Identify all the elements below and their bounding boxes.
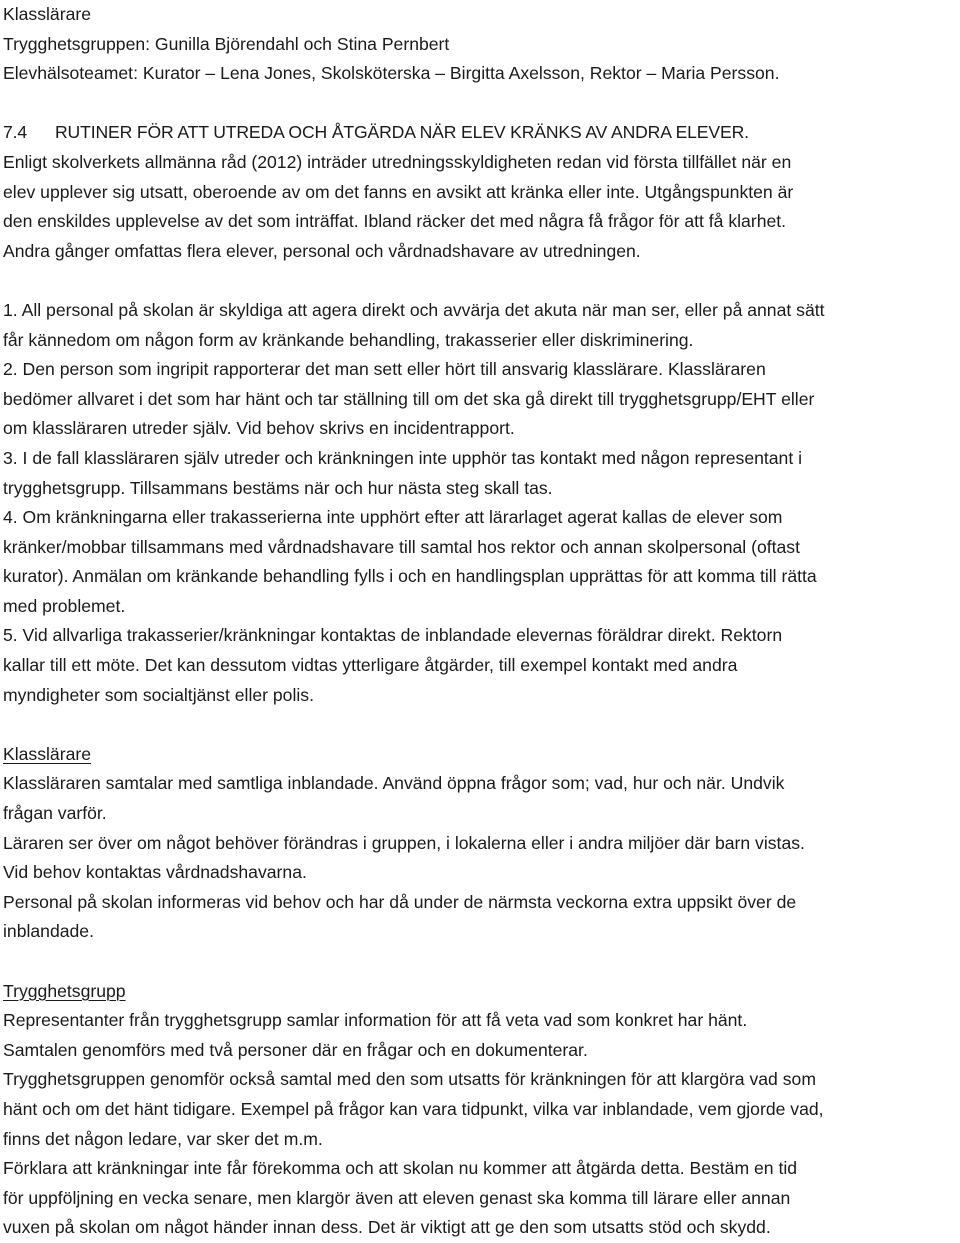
intro-line: Andra gånger omfattas flera elever, personal och vårdnadshavare av utredningen. xyxy=(3,240,641,261)
safety-group-line: Förklara att kränkningar inte får förekomma och att skolan nu kommer att åtgärda detta. Bestäm en tid xyxy=(3,1158,798,1179)
step-line: trygghetsgrupp. Tillsammans bestäms när och hur nästa steg skall tas. xyxy=(3,477,553,498)
teacher-line: Klassläraren samtalar med samtliga inblandade. Använd öppna frågor som; vad, hur och när. Undvik xyxy=(3,773,785,794)
step-line: om klassläraren utreder själv. Vid behov skrivs en incidentrapport. xyxy=(3,418,515,439)
intro-line: elev upplever sig utsatt, oberoende av om det fanns en avsikt att kränka eller inte. Utgångspunkten är xyxy=(3,181,794,202)
section-block xyxy=(3,118,954,266)
safety-group-heading: Trygghetsgrupp xyxy=(3,980,126,1001)
teacher-line: Läraren ser över om något behöver förändras i gruppen, i lokalerna eller i andra miljöer där barn vistas. xyxy=(3,832,805,853)
header-line: Klasslärare xyxy=(3,4,92,24)
steps-block xyxy=(3,296,954,710)
safety-group-line: vuxen på skolan om något händer innan dess. Det är viktigt att ge den som utsatts stöd och skydd. xyxy=(3,1217,771,1238)
safety-group-line: Representanter från trygghetsgrupp samlar information för att få veta vad som konkret har hänt. xyxy=(3,1010,748,1031)
header-block xyxy=(3,0,954,89)
step-line: kränker/mobbar tillsammans med vårdnadshavare till samtal hos rektor och annan skolpersonal (oftast xyxy=(3,536,800,557)
safety-group-line: Samtalen genomförs med två personer där en frågar och en dokumenterar. xyxy=(3,1039,588,1060)
teacher-heading: Klasslärare xyxy=(3,743,92,764)
header-line: Trygghetsgruppen: Gunilla Björendahl och Stina Pernbert xyxy=(3,33,450,54)
step-line: kurator). Anmälan om kränkande behandling fylls i och en handlingsplan upprättas för att komma till rätta xyxy=(3,566,817,587)
spacer xyxy=(3,710,954,740)
step-line: 2. Den person som ingripit rapporterar det man sett eller hört till ansvarig klasslärare. Klassläraren xyxy=(3,359,766,380)
teacher-line: Vid behov kontaktas vårdnadshavarna. xyxy=(3,862,307,883)
step-line: kallar till ett möte. Det kan dessutom vidtas ytterligare åtgärder, till exempel kontakt med andra xyxy=(3,655,738,676)
step-line: får kännedom om någon form av kränkande behandling, trakasserier eller diskriminering. xyxy=(3,329,694,350)
teacher-line: Personal på skolan informeras vid behov och har då under de närmsta veckorna extra uppsikt över de xyxy=(3,891,797,912)
step-line: 5. Vid allvarliga trakasserier/kränkningar kontaktas de inblandade elevernas föräldrar direkt. Rektorn xyxy=(3,625,783,646)
spacer xyxy=(3,947,954,977)
step-line: bedömer allvaret i det som har hänt och tar ställning till om det ska gå direkt till trygghetsgrupp/EHT eller xyxy=(3,388,815,409)
safety-group-line: Trygghetsgruppen genomför också samtal med den som utsatts för kränkningen för att klargöra vad som xyxy=(3,1069,816,1090)
safety-group-block xyxy=(3,977,954,1243)
section-heading xyxy=(3,118,954,148)
teacher-line: frågan varför. xyxy=(3,803,107,824)
intro-line: Enligt skolverkets allmänna råd (2012) inträder utredningsskyldigheten redan vid första tillfället när en xyxy=(3,151,792,172)
section-title: RUTINER FÖR ATT UTREDA OCH ÅTGÄRDA NÄR ELEV KRÄNKS AV ANDRA ELEVER. xyxy=(55,122,749,143)
intro-line: den enskildes upplevelse av det som inträffat. Ibland räcker det med några få frågor för att få klarhet. xyxy=(3,211,787,232)
header-line: Elevhälsoteamet: Kurator – Lena Jones, Skolsköterska – Birgitta Axelsson, Rektor – Maria Persson. xyxy=(3,63,780,84)
safety-group-line: hänt och om det hänt tidigare. Exempel på frågor kan vara tidpunkt, vilka var inblandade, vem gjorde vad, xyxy=(3,1098,824,1119)
step-line: 3. I de fall klassläraren själv utreder och kränkningen inte upphör tas kontakt med någon representant i xyxy=(3,447,803,468)
step-line: med problemet. xyxy=(3,595,126,616)
section-number: 7.4 xyxy=(3,122,28,143)
teacher-line: inblandade. xyxy=(3,921,94,942)
spacer xyxy=(3,266,954,296)
step-line: 4. Om kränkningarna eller trakasserierna inte upphört efter att lärarlaget agerat kallas de elever som xyxy=(3,507,783,528)
safety-group-line: för uppföljning en vecka senare, men klargör även att eleven genast ska komma till lärare eller annan xyxy=(3,1187,791,1208)
safety-group-line: finns det någon ledare, var sker det m.m. xyxy=(3,1128,323,1149)
step-line: 1. All personal på skolan är skyldiga att agera direkt och avvärja det akuta när man ser, eller på annat sätt xyxy=(3,299,825,320)
teacher-block xyxy=(3,740,954,947)
spacer xyxy=(3,89,954,119)
step-line: myndigheter som socialtjänst eller polis. xyxy=(3,684,314,705)
